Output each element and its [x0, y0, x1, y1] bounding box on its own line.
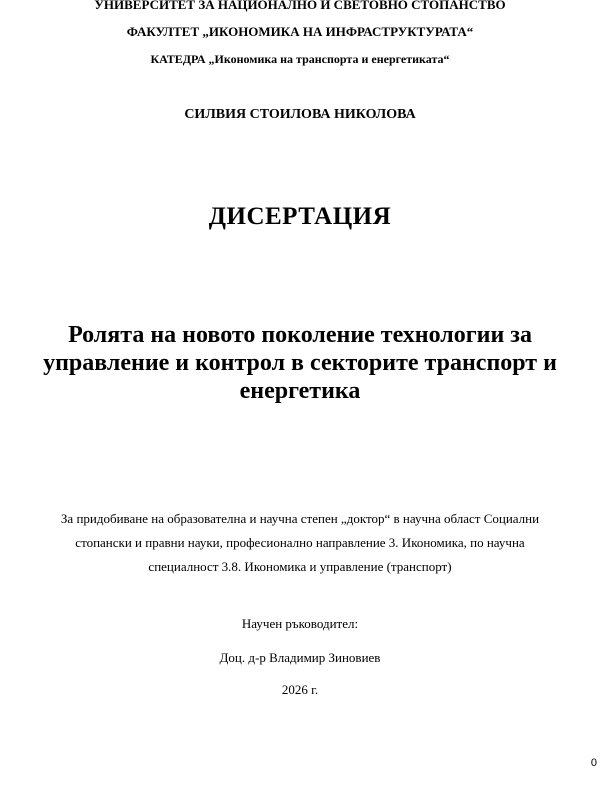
title-line: Ролята на новото поколение технологии за — [68, 322, 532, 348]
supervisor-name: Доц. д-р Владимир Зиновиев — [219, 650, 381, 665]
year: 2026 г. — [281, 682, 319, 697]
author-name: СИЛВИЯ СТОИЛОВА НИКОЛОВА — [184, 107, 416, 122]
university-name: УНИВЕРСИТЕТ ЗА НАЦИОНАЛНО И СВЕТОВНО СТОПАНСТВО — [94, 0, 506, 12]
title-line: енергетика — [239, 378, 361, 404]
dissertation-title — [0, 321, 600, 405]
faculty-name: ФАКУЛТЕТ „ИКОНОМИКА НА ИНФРАСТРУКТУРАТА“ — [126, 24, 474, 39]
document-type: ДИСЕРТАЦИЯ — [208, 203, 392, 230]
purpose-line: За придобиване на образователна и научна степен „доктор“ в научна област Социални — [60, 511, 540, 526]
purpose-line: стопански и правни науки, професионално направление 3. Икономика, по научна — [75, 535, 525, 550]
purpose-line: специалност 3.8. Икономика и управление (транспорт) — [148, 559, 452, 574]
department-name: КАТЕДРА „Икономика на транспорта и енергетиката“ — [150, 52, 450, 66]
degree-purpose — [0, 507, 600, 579]
title-line: управление и контрол в секторите транспорт и — [43, 350, 557, 376]
supervisor-label: Научен ръководител: — [241, 616, 359, 631]
page-number: 0 — [590, 757, 597, 769]
